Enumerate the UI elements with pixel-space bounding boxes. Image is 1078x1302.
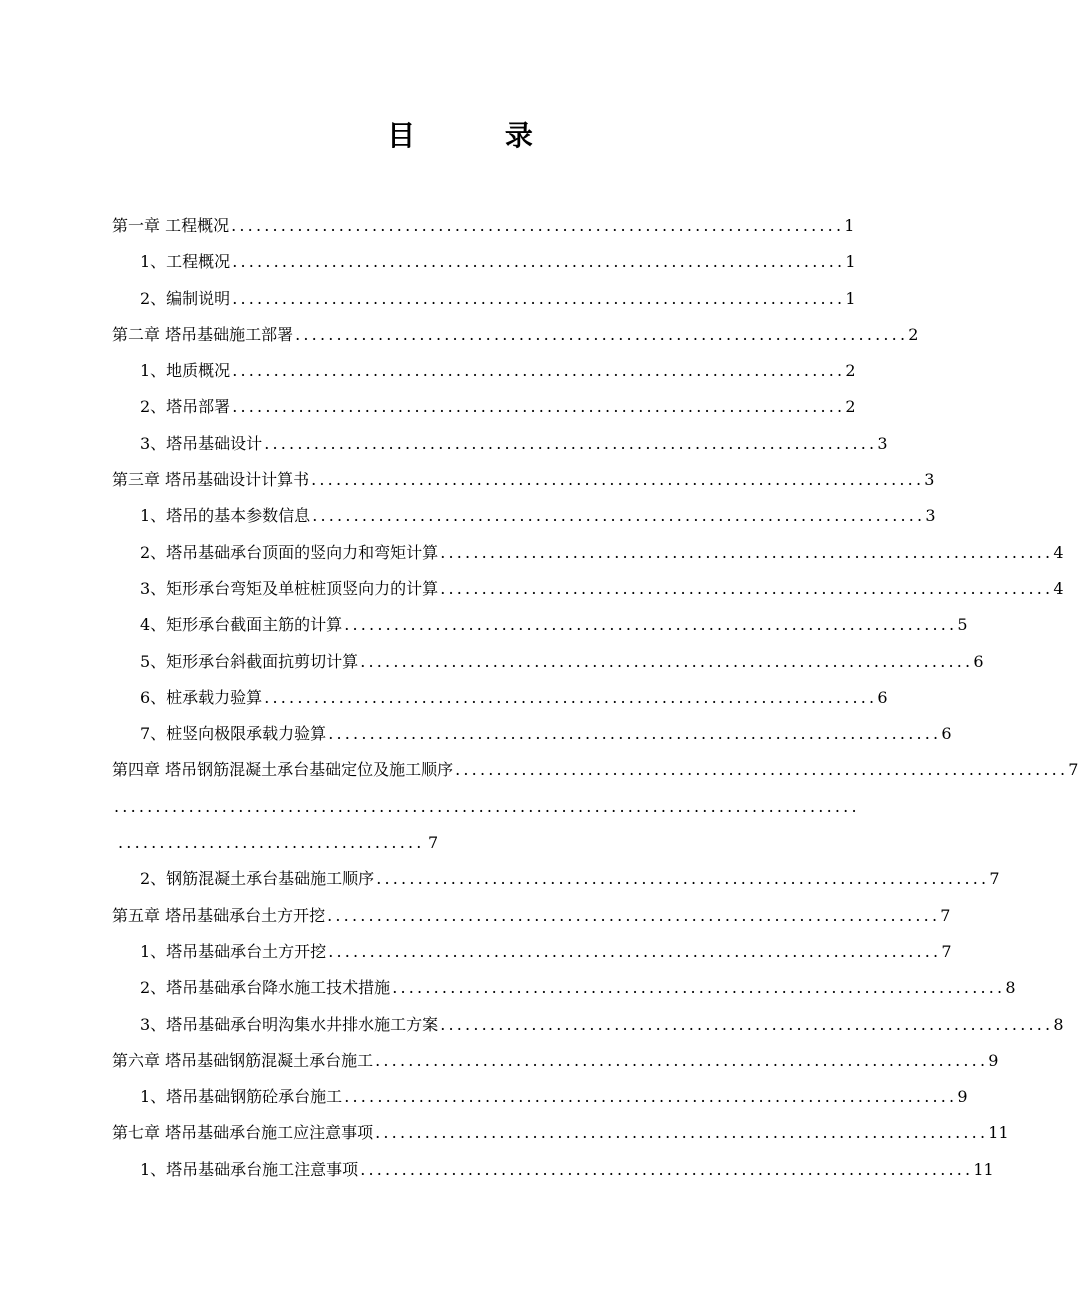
- toc-entry-label: 第七章 塔吊基础承台施工应注意事项: [112, 1123, 374, 1143]
- toc-page-number: 7: [941, 941, 952, 961]
- toc-entry[interactable]: [112, 644, 984, 680]
- toc-entry-label: 第三章 塔吊基础设计计算书: [112, 470, 310, 490]
- toc-entry-label: 1、工程概况: [140, 252, 231, 272]
- toc-page-number: 2: [845, 397, 856, 417]
- toc-dot-leader: ..........................................................................: [312, 506, 926, 526]
- toc-dot-leader: ..........................................................................: [264, 433, 878, 453]
- toc-entry-label: 第六章 塔吊基础钢筋混凝土承台施工: [112, 1050, 374, 1070]
- toc-page-number: 1: [844, 216, 855, 235]
- toc-dot-leader: .....................................: [118, 833, 425, 853]
- toc-entry-label: 2、塔吊基础承台顶面的竖向力和弯矩计算: [140, 542, 439, 562]
- toc-entry[interactable]: [112, 898, 951, 934]
- toc-page-number: 2: [845, 361, 856, 381]
- toc-dot-leader: ..........................................................................: [264, 687, 878, 707]
- toc-dot-leader: ..........................................................................: [375, 1123, 989, 1143]
- toc-entry[interactable]: [112, 1007, 1064, 1043]
- page-title: 目 录: [387, 119, 573, 152]
- toc-page-number: 9: [988, 1050, 999, 1070]
- toc-entry[interactable]: [112, 571, 1064, 607]
- toc-entry-label: 7、桩竖向极限承载力验算: [140, 724, 327, 744]
- toc-page-number: 6: [877, 687, 888, 707]
- toc-dot-leader: ..........................................................................: [232, 288, 846, 308]
- toc-entry[interactable]: [112, 789, 860, 825]
- toc-dot-leader: ..........................................................................: [376, 869, 990, 889]
- toc-entry-label: 2、塔吊基础承台降水施工技术措施: [140, 978, 391, 998]
- table-of-contents: [112, 208, 1078, 1188]
- toc-entry[interactable]: [112, 970, 1016, 1006]
- toc-entry-label: 3、矩形承台弯矩及单桩桩顶竖向力的计算: [140, 578, 439, 598]
- toc-page-number: 6: [973, 651, 984, 671]
- toc-page-number: 4: [1053, 542, 1064, 562]
- toc-page-number: 3: [877, 433, 888, 453]
- toc-entry-label: 1、塔吊基础承台施工注意事项: [140, 1159, 359, 1179]
- toc-entry-label: 1、塔吊的基本参数信息: [140, 506, 311, 526]
- toc-page-number: 2: [908, 324, 919, 344]
- toc-entry-label: 1、塔吊基础承台土方开挖: [140, 941, 327, 961]
- toc-entry[interactable]: [112, 1115, 1009, 1151]
- toc-page-number: 5: [957, 615, 968, 635]
- toc-page-number: 7: [428, 833, 439, 853]
- toc-entry-label: 第二章 塔吊基础施工部署: [112, 324, 294, 344]
- toc-entry[interactable]: [112, 317, 919, 353]
- toc-page-number: 8: [1053, 1014, 1064, 1034]
- toc-dot-leader: ..........................................................................: [327, 905, 941, 925]
- toc-page-number: 3: [924, 470, 935, 490]
- toc-entry[interactable]: [112, 389, 856, 425]
- toc-page-number: 3: [925, 506, 936, 526]
- toc-entry[interactable]: [112, 752, 1078, 788]
- toc-entry[interactable]: [112, 1079, 968, 1115]
- toc-entry-label: 第四章 塔吊钢筋混凝土承台基础定位及施工顺序: [112, 760, 454, 780]
- toc-entry[interactable]: [112, 498, 936, 534]
- toc-entry-label: 4、矩形承台截面主筋的计算: [140, 615, 343, 635]
- toc-entry-label: 第五章 塔吊基础承台土方开挖: [112, 905, 326, 925]
- toc-page-number: 11: [988, 1123, 1009, 1143]
- toc-dot-leader: ..........................................................................: [440, 1014, 1054, 1034]
- toc-entry-label: 6、桩承载力验算: [140, 687, 263, 707]
- toc-page-number: 7: [989, 869, 1000, 889]
- toc-dot-leader: ..........................................................................: [360, 651, 974, 671]
- toc-entry-label: 1、塔吊基础钢筋砼承台施工: [140, 1087, 343, 1107]
- toc-dot-leader: ..........................................................................: [231, 216, 845, 235]
- toc-dot-leader: ..........................................................................................: [114, 796, 860, 816]
- toc-dot-leader: ..........................................................................: [455, 760, 1069, 780]
- toc-entry[interactable]: [112, 244, 856, 280]
- toc-dot-leader: ..........................................................................: [328, 724, 942, 744]
- toc-entry[interactable]: [112, 825, 806, 861]
- toc-dot-leader: ..........................................................................: [392, 978, 1006, 998]
- toc-entry[interactable]: [112, 607, 968, 643]
- toc-entry-label: 2、编制说明: [140, 288, 231, 308]
- toc-dot-leader: ..........................................................................: [344, 615, 958, 635]
- toc-page-number: 1: [845, 252, 856, 272]
- toc-entry-label: 3、塔吊基础设计: [140, 433, 263, 453]
- toc-dot-leader: ..........................................................................: [232, 397, 846, 417]
- toc-entry-label: 第一章 工程概况: [112, 216, 230, 235]
- toc-page-number: 4: [1053, 578, 1064, 598]
- toc-entry[interactable]: [112, 535, 1064, 571]
- toc-dot-leader: ..........................................................................: [232, 361, 846, 381]
- toc-entry[interactable]: [112, 680, 888, 716]
- toc-dot-leader: ..........................................................................: [360, 1159, 974, 1179]
- toc-entry[interactable]: [112, 716, 952, 752]
- toc-entry[interactable]: [112, 426, 888, 462]
- toc-entry[interactable]: [112, 1152, 994, 1188]
- toc-dot-leader: ..........................................................................: [344, 1087, 958, 1107]
- toc-entry[interactable]: [112, 462, 935, 498]
- toc-dot-leader: ..........................................................................: [328, 941, 942, 961]
- toc-entry-label: 3、塔吊基础承台明沟集水井排水施工方案: [140, 1014, 439, 1034]
- toc-entry[interactable]: [112, 353, 856, 389]
- toc-page-number: 7: [940, 905, 951, 925]
- toc-page-number: 9: [957, 1087, 968, 1107]
- toc-dot-leader: ..........................................................................: [295, 324, 909, 344]
- toc-page-number: 6: [941, 724, 952, 744]
- toc-entry[interactable]: [112, 208, 855, 244]
- toc-page-number: 8: [1005, 978, 1016, 998]
- toc-entry[interactable]: [112, 861, 1000, 897]
- toc-dot-leader: ..........................................................................: [440, 542, 1054, 562]
- toc-page-number: 1: [845, 288, 856, 308]
- toc-entry-label: 5、矩形承台斜截面抗剪切计算: [140, 651, 359, 671]
- toc-entry-label: 1、地质概况: [140, 361, 231, 381]
- toc-entry[interactable]: [112, 934, 952, 970]
- toc-dot-leader: ..........................................................................: [311, 470, 925, 490]
- toc-entry[interactable]: [112, 1043, 999, 1079]
- toc-entry[interactable]: [112, 281, 856, 317]
- toc-dot-leader: ..........................................................................: [440, 578, 1054, 598]
- toc-page-number: 11: [973, 1159, 994, 1179]
- toc-entry-label: 2、塔吊部署: [140, 397, 231, 417]
- toc-dot-leader: ..........................................................................: [375, 1050, 989, 1070]
- toc-dot-leader: ..........................................................................: [232, 252, 846, 272]
- toc-entry-label: 2、钢筋混凝土承台基础施工顺序: [140, 869, 375, 889]
- toc-page-number: 7: [1068, 760, 1078, 780]
